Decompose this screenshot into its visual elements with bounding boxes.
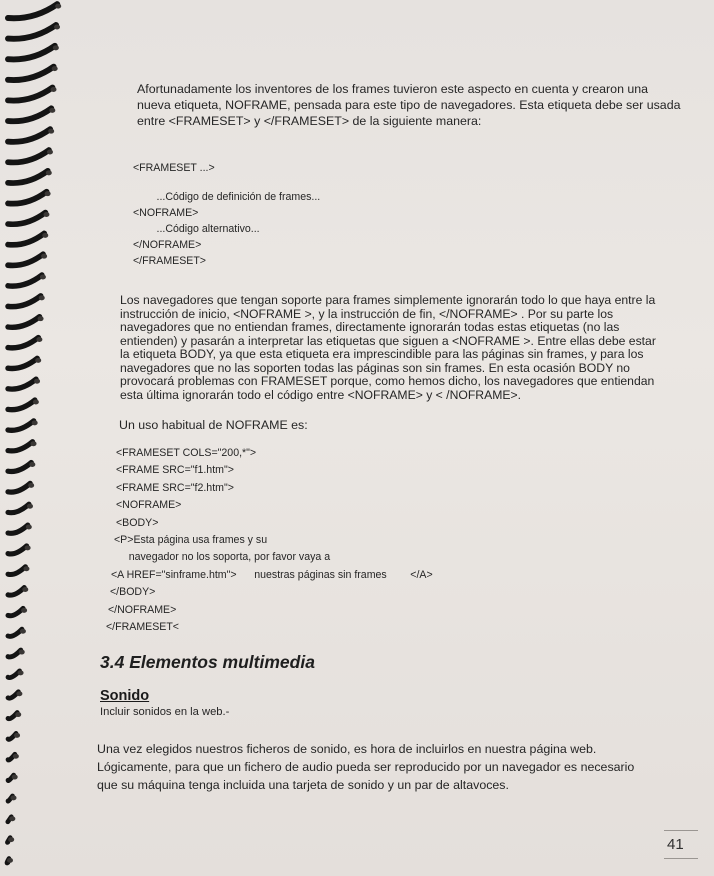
code-line: <BODY> [116, 516, 159, 529]
code-line: <NOFRAME> [133, 207, 199, 219]
code-line: <FRAMESET COLS="200,*"> [116, 447, 257, 459]
spiral-coil [8, 650, 21, 657]
binding-hole [27, 504, 33, 509]
binding-hole [41, 254, 47, 259]
code-line: <NOFRAME> [116, 499, 182, 512]
intro-line: nueva etiqueta, NOFRAME, pensada para este tipo de navegadores. Esta etiqueta debe ser usada [137, 98, 681, 112]
spiral-coil [8, 4, 57, 18]
spiral-coil [8, 421, 34, 430]
binding-hole [40, 275, 46, 280]
page-number-rule-top [664, 830, 698, 831]
spiral-coil [8, 67, 54, 80]
binding-hole [9, 816, 15, 821]
binding-hole [45, 191, 51, 196]
code-line: ...Código alternativo... [133, 223, 260, 235]
spiral-coil [8, 525, 28, 533]
binding-hole [49, 108, 55, 113]
binding-hole [19, 650, 25, 655]
code-line: <FRAME SRC="f2.htm"> [116, 481, 234, 494]
binding-hole [55, 4, 61, 9]
binding-hole [14, 733, 20, 738]
spiral-coil [8, 25, 56, 39]
binding-hole [18, 670, 24, 675]
binding-hole [33, 400, 39, 405]
binding-hole [23, 566, 29, 571]
spiral-coil [8, 400, 35, 410]
closing-line: Lógicamente, para que un fichero de audio pueda ser reproducido por un navegador es necesario [97, 760, 635, 774]
binding-hole [12, 775, 18, 780]
binding-hole [15, 712, 21, 717]
spiral-coil [8, 233, 44, 245]
explanation-line: la etiqueta BODY, ya que esta etiqueta era imprescindible para las páginas sin frames, y para los [120, 347, 644, 361]
code-line: navegador no los soporta, por favor vaya a [114, 551, 331, 564]
code-line: ...Código de definición de frames... [133, 191, 321, 203]
spiral-coil [8, 483, 30, 492]
explanation-line: entienden) y pasarán a interpretar las etiquetas que siguen a <NOFRAME >. Entre ellas debe estar [120, 333, 656, 348]
binding-hole [29, 462, 35, 467]
spiral-coil [8, 254, 43, 265]
code-line: </FRAMESET> [133, 255, 206, 267]
spiral-coil [8, 46, 55, 60]
spiral-coil [8, 171, 48, 183]
code-line: <FRAME SRC="f1.htm"> [116, 464, 234, 477]
binding-hole [16, 691, 22, 696]
code-line: </BODY> [110, 586, 156, 599]
code-example-1 [133, 160, 320, 269]
spiral-coil [8, 379, 36, 389]
binding-hole [53, 45, 59, 50]
explanation-line: navegadores que no entiendan frames, directamente ignorarán todas estas etiquetas (no las [120, 320, 620, 334]
binding-hole [39, 295, 45, 300]
binding-hole [42, 233, 48, 238]
explanation-line: instrucción de inicio, <NOFRAME >, y la instrucción de fin, </NOFRAME> . Por su parte los [120, 306, 614, 321]
binding-hole [13, 754, 19, 759]
spiral-coil [8, 546, 27, 554]
spiral-coils [0, 0, 70, 876]
code-line: </NOFRAME> [108, 603, 177, 616]
spiral-coil [8, 129, 50, 142]
binding-hole [36, 337, 42, 342]
explanation-line: provocará problemas con FRAMESET porque, como hemos dicho, los navegadores que entiendan [120, 374, 655, 388]
spiral-coil [8, 108, 51, 121]
spiral-coil [8, 629, 22, 636]
explanation-paragraph [120, 294, 656, 402]
binding-hole [46, 170, 52, 175]
binding-hole [31, 441, 37, 446]
explanation-line: esta última ignorarán todo el código entre <NOFRAME> y < /NOFRAME>. [120, 387, 522, 402]
binding-hole [22, 587, 28, 592]
spiral-coil [8, 567, 25, 575]
closing-paragraph [97, 740, 634, 794]
usage-intro: Un uso habitual de NOFRAME es: [119, 418, 308, 432]
subsection-heading: Sonido [100, 688, 150, 704]
code-line: <FRAMESET ...> [133, 162, 215, 174]
binding-hole [11, 795, 17, 800]
page-number: 41 [667, 836, 684, 853]
spiral-binding [0, 0, 70, 876]
closing-line: Una vez elegidos nuestros ficheros de sonido, es hora de incluirlos en nuestra página web. [97, 742, 597, 756]
binding-hole [21, 608, 27, 613]
binding-hole [50, 87, 56, 92]
code-line: </NOFRAME> [133, 239, 202, 251]
spiral-coil [8, 213, 45, 225]
binding-hole [20, 629, 26, 634]
binding-hole [52, 66, 58, 71]
spiral-coil [8, 358, 37, 368]
explanation-line: navegadores que no las soporten todas las páginas son sin frames. En esta ocasión BODY no [120, 360, 630, 375]
code-line: <P>Esta página usa frames y su [114, 534, 268, 547]
binding-hole [7, 858, 13, 863]
spiral-coil [8, 463, 31, 472]
spiral-coil [8, 338, 38, 348]
spiral-coil [8, 150, 49, 162]
spiral-coil [8, 317, 40, 328]
spiral-coil [8, 88, 52, 101]
page-number-rule-bottom [664, 858, 698, 859]
spiral-coil [8, 442, 33, 451]
closing-line: que su máquina tenga incluida una tarjeta de sonido y un par de altavoces. [97, 778, 509, 792]
intro-line: Afortunadamente los inventores de los frames tuvieron este aspecto en cuenta y crearon una [137, 82, 649, 96]
intro-line: entre <FRAMESET> y </FRAMESET> de la siguiente manera: [137, 114, 482, 128]
spiral-coil [8, 275, 42, 286]
binding-hole [48, 129, 54, 134]
binding-hole [25, 545, 31, 550]
explanation-line: Los navegadores que tengan soporte para frames simplemente ignorarán todo lo que haya entre la [120, 293, 656, 307]
intro-paragraph [137, 81, 680, 129]
spiral-coil [8, 296, 41, 307]
spiral-coil [8, 504, 29, 513]
subsection-caption: Incluir sonidos en la web.- [100, 706, 230, 718]
binding-hole [35, 358, 41, 363]
section-heading: 3.4 Elementos multimedia [100, 652, 315, 672]
binding-hole [8, 837, 14, 842]
code-line: </FRAMESET< [106, 621, 179, 634]
binding-hole [28, 483, 34, 488]
binding-hole [43, 212, 49, 217]
binding-hole [32, 420, 38, 425]
spiral-coil [8, 192, 47, 204]
binding-hole [26, 525, 32, 530]
spiral-coil [8, 608, 23, 615]
code-line: <A HREF="sinframe.htm"> nuestras páginas sin frames </A> [111, 568, 433, 581]
binding-hole [38, 316, 44, 321]
binding-hole [47, 150, 53, 155]
code-example-2 [106, 445, 433, 636]
spiral-coil [8, 588, 24, 596]
binding-hole [34, 379, 40, 384]
binding-hole [54, 24, 60, 29]
